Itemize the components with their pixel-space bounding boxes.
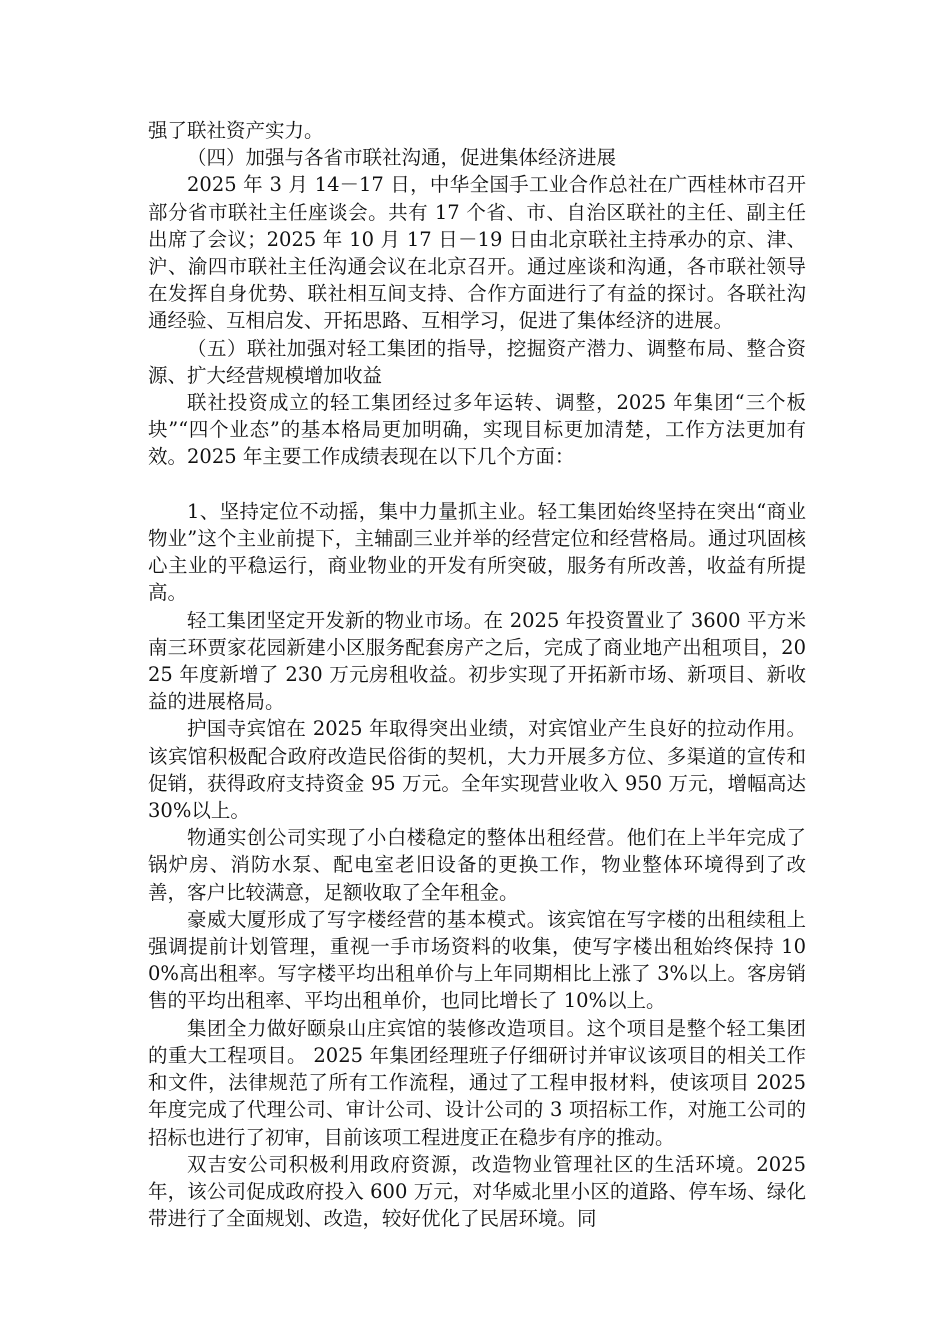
document-page <box>148 117 806 1232</box>
paragraph-point-one: 1、坚持定位不动摇，集中力量抓主业。轻工集团始终坚持在突出“商业物业”这个主业前提下，主辅副三业并举的经营定位和经营格局。通过巩固核心主业的平稳运行，商业物业的开发有所突破，服务有所改善，收益有所提高。 <box>148 499 806 605</box>
paragraph-symposium: 2025 年 3 月 14－17 日，中华全国手工业合作总社在广西桂林市召开部分省市联社主任座谈会。共有 17 个省、市、自治区联社的主任、副主任出席了会议；2025 年 10 月 17 日－19 日由北京联社主持承办的京、津、沪、渝四市联社主任沟通会议在北京召开。通过座谈和沟通，各市联社领导在发挥自身优势、联社相互间支持、合作方面进行了有益的探讨。各联社沟通经验、互相启发、开拓思路、互相学习，促进了集体经济的进展。 <box>148 173 806 333</box>
paragraph-huguosi-hotel: 护国寺宾馆在 2025 年取得突出业绩，对宾馆业产生良好的拉动作用。该宾馆积极配合政府改造民俗街的契机，大力开展多方位、多渠道的宣传和促销，获得政府支持资金 95 万元。全年实现营业收入 950 万元，增幅高达 30%以上。 <box>148 717 806 823</box>
section-heading-five: （五）联社加强对轻工集团的指导，挖掘资产潜力、调整布局、整合资源、扩大经营规模增加收益 <box>148 336 806 387</box>
paragraph-continuation: 强了联社资产实力。 <box>148 119 324 142</box>
paragraph-haowei-building: 豪威大厦形成了写字楼经营的基本模式。该宾馆在写字楼的出租续租上强调提前计划管理，重视一手市场资料的收集，使写字楼出租始终保持 100%高出租率。写字楼平均出租单价与上年同期相比上涨了 3%以上。客房销售的平均出租率、平均出租单价，也同比增长了 10%以上。 <box>148 907 806 1013</box>
paragraph-shuangjian-company: 双吉安公司积极利用政府资源，改造物业管理社区的生活环境。2025 年，该公司促成政府投入 600 万元，对华威北里小区的道路、停车场、绿化带进行了全面规划、改造，较好优化了民居环境。同 <box>148 1152 806 1231</box>
paragraph-yiquan-project: 集团全力做好颐泉山庄宾馆的装修改造项目。这个项目是整个轻工集团的重大工程项目。 2025 年集团经理班子仔细研讨并审议该项目的相关工作和文件，法律规范了所有工作流程，通过了工程申报材料，使该项目 2025 年度完成了代理公司、审计公司、设计公司的 3 项招标工作，对施工公司的招标也进行了初审，目前该项工程进度正在稳步有序的推动。 <box>148 1016 806 1149</box>
paragraph-new-market: 轻工集团坚定开发新的物业市场。在 2025 年投资置业了 3600 平方米南三环贾家花园新建小区服务配套房产之后，完成了商业地产出租项目，2025 年度新增了 230 万元房租收益。初步实现了开拓新市场、新项目、新收益的进展格局。 <box>148 608 806 714</box>
section-heading-four: （四）加强与各省市联社沟通，促进集体经济进展 <box>187 146 617 170</box>
paragraph-group-overview: 联社投资成立的轻工集团经过多年运转、调整，2025 年集团“三个板块”“四个业态”的基本格局更加明确，实现目标更加清楚，工作方法更加有效。2025 年主要工作成绩表现在以下几个方面： <box>148 391 806 469</box>
paragraph-wutong-company: 物通实创公司实现了小白楼稳定的整体出租经营。他们在上半年完成了锅炉房、消防水泵、配电室老旧设备的更换工作，物业整体环境得到了改善，客户比较满意，足额收取了全年租金。 <box>148 826 806 904</box>
